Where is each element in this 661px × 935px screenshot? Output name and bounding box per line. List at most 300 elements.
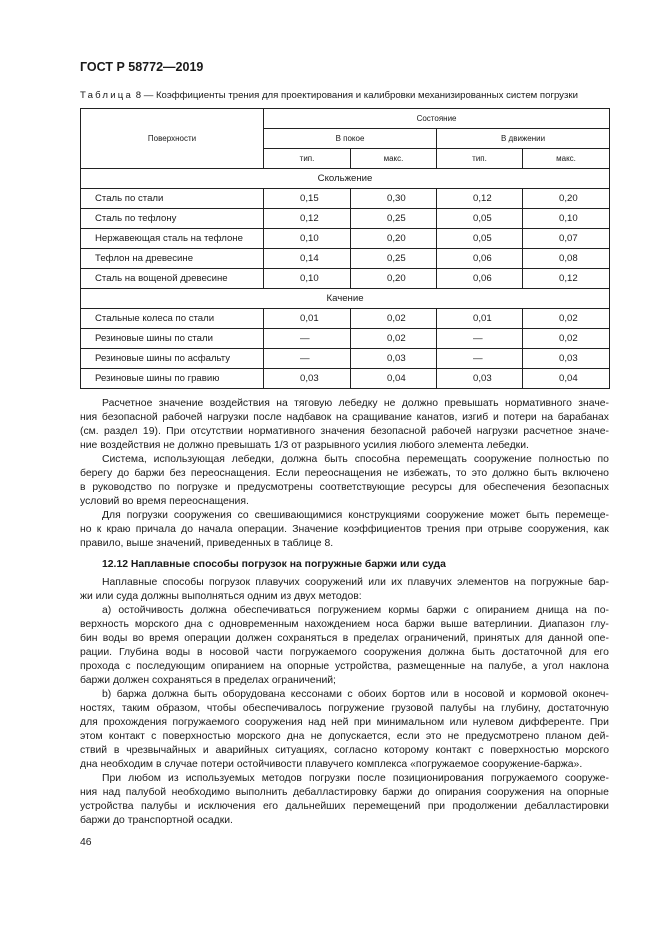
word: значе-: [578, 398, 609, 409]
text-line: [80, 523, 609, 537]
word: лебедки,: [231, 454, 275, 465]
word: дна: [80, 759, 98, 770]
word: воздействия: [100, 440, 161, 451]
word: перемеще-: [555, 510, 609, 521]
word: исключения: [197, 801, 256, 812]
word: сооружений: [304, 577, 363, 588]
word: предусмотрено: [465, 731, 540, 742]
word: то: [456, 468, 467, 479]
word: свешивающимися: [254, 510, 343, 521]
word: правило,: [80, 538, 124, 549]
word: должен: [112, 675, 150, 686]
coefficient-cell: 0,02: [523, 309, 610, 329]
word: значе-: [578, 426, 609, 437]
word: воды: [102, 633, 128, 644]
word: носовой: [464, 689, 505, 700]
word: до: [417, 787, 430, 798]
word: достаточной: [501, 647, 563, 658]
word: кессонами: [290, 689, 342, 700]
word: чтобы: [206, 703, 237, 714]
word: прохождения: [103, 717, 167, 728]
text-line: [80, 702, 609, 716]
word: или: [430, 689, 449, 700]
word: или: [368, 577, 386, 588]
word: не: [386, 468, 399, 479]
word: в: [155, 759, 162, 770]
word: морского: [134, 619, 179, 630]
coefficient-cell: 0,20: [351, 269, 437, 289]
caption-label: Таблица: [80, 90, 134, 101]
text-line: [80, 618, 609, 632]
word: остойчивость: [118, 605, 184, 616]
word: плавучих: [255, 577, 300, 588]
word: обеспечиваться: [233, 605, 311, 616]
word: опорные: [287, 661, 330, 672]
word: планом: [545, 731, 582, 742]
word: баржи: [382, 787, 413, 798]
word: жи: [80, 591, 93, 602]
word: дебалластировку: [292, 787, 377, 798]
word: барабанах: [557, 412, 609, 423]
coefficient-cell: 0,08: [523, 249, 610, 269]
word: баржи: [426, 605, 457, 616]
word: одним: [247, 591, 278, 602]
word: дифференте.: [519, 717, 585, 728]
word: опирания: [435, 787, 482, 798]
word: 8.: [324, 538, 334, 549]
text-line: [80, 425, 609, 439]
word: ней: [331, 717, 349, 728]
coefficient-cell: 0,05: [437, 229, 523, 249]
word: должна: [152, 689, 189, 700]
word: для: [525, 633, 543, 644]
word: быть: [533, 468, 558, 479]
word: ватерлинии.: [473, 619, 533, 630]
word: палубой: [125, 787, 167, 798]
word: в: [215, 675, 221, 686]
surface-name: Резиновые шины по стали: [81, 329, 264, 349]
header-max: макс.: [351, 149, 437, 169]
word: При: [102, 773, 122, 784]
word: сращивание: [352, 412, 412, 423]
word: раздел: [104, 426, 138, 437]
word: изгиб: [462, 412, 489, 423]
word: потери: [503, 412, 537, 423]
word: значений,: [156, 538, 204, 549]
word: превышать: [444, 398, 499, 409]
coefficient-cell: 0,02: [351, 309, 437, 329]
word: при: [427, 801, 446, 812]
word: двух: [294, 591, 316, 602]
word: глу-: [590, 619, 609, 630]
word: должно: [401, 398, 438, 409]
word: ресурсы: [411, 482, 452, 493]
word: не: [310, 731, 323, 742]
word: поверхностью: [490, 745, 559, 756]
word: быть: [324, 454, 348, 465]
coefficient-cell: 0,03: [437, 369, 523, 389]
word: погрузке: [176, 482, 218, 493]
word: из: [168, 773, 179, 784]
word: включено: [562, 468, 609, 479]
word: данной: [548, 633, 583, 644]
word: приведенных: [206, 538, 271, 549]
word: 1/3: [273, 440, 289, 451]
section-title: Скольжение: [81, 169, 610, 189]
section-heading: 12.12 Наплавные способы погрузок на погружные баржи или суда: [102, 559, 446, 570]
coefficient-cell: 0,25: [351, 249, 437, 269]
word: кормы: [388, 605, 420, 616]
word: бар-: [588, 577, 609, 588]
word: комплекса: [356, 759, 408, 770]
word: баржи: [134, 468, 165, 479]
word: должна: [428, 647, 465, 658]
document-header: ГОСТ Р 58772—2019: [80, 60, 204, 74]
coefficient-cell: 0,03: [523, 349, 610, 369]
word: наклона: [569, 661, 609, 672]
word: руководство: [92, 482, 152, 493]
word: или: [449, 717, 468, 728]
word: по: [597, 454, 609, 465]
word: должна: [281, 454, 318, 465]
word: ситуациях,: [275, 745, 328, 756]
word: в: [453, 689, 460, 700]
word: поверхностью: [162, 731, 231, 742]
table-row: [81, 229, 610, 249]
word: безопасных: [552, 482, 609, 493]
text-line: [80, 716, 609, 730]
word: чрезвычайных: [126, 745, 197, 756]
word: ностях,: [80, 703, 116, 714]
table-row: [81, 189, 610, 209]
word: нормативного: [504, 398, 572, 409]
word: не: [447, 731, 460, 742]
text-line: [80, 590, 609, 604]
word: с: [151, 731, 157, 742]
word: с: [463, 605, 469, 616]
word: транспортной: [127, 815, 194, 826]
word: лебедки.: [486, 440, 529, 451]
word: погружением: [317, 605, 382, 616]
word: погружаемого: [289, 647, 357, 658]
word: части: [255, 647, 283, 658]
word: а): [102, 605, 112, 616]
table-row: [81, 369, 610, 389]
word: баржи: [80, 675, 111, 686]
word: «погружаемое: [410, 759, 480, 770]
word: время: [136, 496, 167, 507]
word: безопасной: [101, 412, 158, 423]
word: верхность: [80, 619, 129, 630]
word: согласно: [334, 745, 378, 756]
coefficient-cell: —: [264, 349, 351, 369]
surface-name: Нержавеющая сталь на тефлоне: [81, 229, 264, 249]
word: сооружения: [486, 787, 545, 798]
word: достаточную: [547, 703, 609, 714]
word: переоснащения: [304, 468, 382, 479]
word: избежать,: [403, 468, 451, 479]
word: погрузок: [208, 577, 251, 588]
word: значения: [320, 426, 365, 437]
word: сооружения: [363, 647, 422, 658]
coefficient-cell: —: [264, 329, 351, 349]
word: способы: [162, 577, 204, 588]
table-row: [81, 269, 610, 289]
word: если: [396, 731, 420, 742]
body-text: [80, 397, 609, 828]
word: нагрузки: [476, 426, 519, 437]
word: и: [202, 745, 209, 756]
paragraph: [80, 604, 609, 688]
word: минимальном: [376, 717, 445, 728]
header-state: Состояние: [264, 109, 610, 129]
coefficient-cell: 0,06: [437, 249, 523, 269]
word: превышать: [216, 440, 272, 451]
paragraph: [80, 453, 609, 509]
word: погрузки: [309, 773, 351, 784]
word: быть: [471, 647, 496, 658]
word: обеспечения: [483, 482, 546, 493]
word: переоснащения.: [190, 468, 271, 479]
word: необходимо: [171, 787, 230, 798]
word: должен: [235, 633, 272, 644]
word: ния: [80, 787, 98, 798]
word: трения: [426, 524, 461, 535]
word: использующая: [153, 454, 225, 465]
word: носа: [376, 619, 399, 630]
header-surfaces: Поверхности: [81, 109, 264, 169]
word: дальнейших: [285, 801, 346, 812]
word: после: [253, 412, 282, 423]
section-title: Качение: [81, 289, 610, 309]
word: обеспечивалось: [242, 703, 322, 714]
word: от: [291, 440, 302, 451]
word: при: [465, 524, 483, 535]
word: прохода: [80, 661, 120, 672]
word: соответствующие: [319, 482, 405, 493]
word: сооружение-баржа».: [482, 759, 583, 770]
coefficient-cell: —: [437, 329, 523, 349]
word: на: [269, 661, 282, 672]
word: это: [425, 731, 442, 742]
word: безопасной: [370, 426, 427, 437]
word: погружаемого: [172, 717, 240, 728]
word: до: [112, 815, 125, 826]
word: оборудована: [222, 689, 286, 700]
word: нахождением: [304, 619, 371, 630]
word: а: [531, 661, 538, 672]
word: условий: [80, 496, 120, 507]
caption-text: 8 — Коэффициенты трения для проектирования и калибровки механизированных систем погрузки: [135, 90, 578, 101]
word: начала: [198, 524, 233, 535]
word: на: [549, 787, 562, 798]
word: образом,: [156, 703, 201, 714]
word: его: [593, 647, 609, 658]
coefficient-cell: 0,03: [264, 369, 351, 389]
text-line: [80, 509, 609, 523]
word: но: [80, 524, 92, 535]
header-max: макс.: [523, 149, 610, 169]
text-line: [80, 537, 609, 551]
word: нормативного: [248, 426, 316, 437]
word: принятых: [473, 633, 520, 644]
word: надбавок: [286, 412, 332, 423]
surface-name: Сталь на вощеной древесине: [81, 269, 264, 289]
word: баржи: [404, 619, 435, 630]
word: или: [95, 591, 114, 602]
paragraph: [80, 509, 609, 551]
text-line: [80, 453, 609, 467]
word: это: [471, 468, 488, 479]
word: значение: [158, 398, 204, 409]
word: на: [513, 577, 526, 588]
word: над: [102, 787, 121, 798]
word: днища: [536, 605, 569, 616]
word: операции.: [237, 524, 288, 535]
coefficient-cell: 0,06: [437, 269, 523, 289]
word: должны: [141, 591, 179, 602]
word: с: [125, 661, 131, 672]
word: позиционирования: [392, 773, 484, 784]
word: сооружения: [244, 717, 303, 728]
coefficient-cell: 0,20: [523, 189, 610, 209]
word: морского: [236, 731, 281, 742]
word: выше: [440, 619, 468, 630]
word: b): [102, 689, 112, 700]
word: отсутствии: [190, 426, 243, 437]
word: 19).: [142, 426, 161, 437]
word: рабочей: [431, 426, 472, 437]
word: рабочей: [162, 412, 203, 423]
word: погружаемого: [490, 773, 558, 784]
coefficient-cell: 0,12: [437, 189, 523, 209]
word: на: [575, 605, 587, 616]
word: плавучего: [305, 759, 354, 770]
word: на: [336, 412, 348, 423]
coefficient-cell: 0,01: [264, 309, 351, 329]
word: быть: [525, 510, 550, 521]
word: при: [353, 717, 372, 728]
word: ограничений;: [271, 675, 336, 686]
word: Наплавные: [102, 577, 158, 588]
word: которому: [384, 745, 429, 756]
word: в: [196, 647, 203, 658]
word: с: [208, 619, 214, 630]
word: погружные: [530, 577, 583, 588]
coefficient-cell: 0,10: [523, 209, 610, 229]
table-row: [81, 309, 610, 329]
word: методов: [261, 773, 302, 784]
coefficient-cell: 0,10: [264, 269, 351, 289]
word: переоснащения.: [169, 496, 249, 507]
header-typ: тип.: [437, 149, 523, 169]
word: погружение: [328, 703, 385, 714]
word: сооружения: [173, 510, 232, 521]
word: плавучих: [407, 577, 452, 588]
word: аварийных: [215, 745, 269, 756]
word: устройства,: [335, 661, 392, 672]
text-line: [80, 576, 609, 590]
word: пределах: [353, 633, 400, 644]
word: во: [132, 633, 144, 644]
word: угол: [543, 661, 564, 672]
surface-name: Резиновые шины по гравию: [81, 369, 264, 389]
word: как: [593, 524, 609, 535]
text-line: [80, 397, 609, 411]
word: любом: [128, 773, 161, 784]
word: может: [489, 510, 520, 521]
word: сооруже-: [564, 773, 609, 784]
word: к: [96, 524, 102, 535]
section-header-row: [81, 289, 610, 309]
word: грузовой: [391, 703, 434, 714]
word: сооружение: [473, 454, 532, 465]
word: глубину,: [501, 703, 541, 714]
text-line: [80, 688, 609, 702]
word: дна: [184, 619, 203, 630]
word: отрыве: [487, 524, 523, 535]
text-line: [80, 786, 609, 800]
surface-name: Резиновые шины по асфальту: [81, 349, 264, 369]
word: в: [273, 538, 280, 549]
paragraph: [80, 397, 609, 453]
coefficient-cell: 0,02: [523, 329, 610, 349]
word: палубы: [140, 801, 178, 812]
word: опиранием: [210, 661, 265, 672]
word: в: [80, 482, 86, 493]
text-line: [80, 646, 609, 660]
coefficient-cell: 0,07: [523, 229, 610, 249]
word: перемещать: [406, 454, 467, 465]
word: нулевом: [472, 717, 514, 728]
word: время: [149, 633, 179, 644]
word: ния: [80, 412, 98, 423]
word: Система,: [102, 454, 147, 465]
word: одновременным: [219, 619, 299, 630]
word: воздействия: [209, 398, 270, 409]
word: баржи: [80, 815, 111, 826]
word: элемента: [437, 440, 484, 451]
text-line: [80, 467, 609, 481]
word: погрузки: [126, 510, 168, 521]
surface-name: Сталь по тефлону: [81, 209, 264, 229]
word: и: [492, 412, 499, 423]
word: должно: [492, 468, 529, 479]
word: палубы: [439, 703, 477, 714]
word: предусмотрены: [237, 482, 313, 493]
word: бортов: [391, 689, 426, 700]
word: Значение: [292, 524, 339, 535]
coefficient-cell: 0,04: [351, 369, 437, 389]
word: последующим: [136, 661, 206, 672]
coefficient-cell: 0,10: [264, 229, 351, 249]
word: палубе,: [488, 661, 526, 672]
coefficient-cell: 0,12: [523, 269, 610, 289]
coefficient-cell: 0,03: [351, 349, 437, 369]
word: берегу: [80, 468, 113, 479]
word: опе-: [588, 633, 609, 644]
word: размещенные: [397, 661, 466, 672]
word: случае: [164, 759, 198, 770]
text-line: [80, 632, 609, 646]
word: Глубина: [118, 647, 159, 658]
coefficient-cell: 0,14: [264, 249, 351, 269]
word: продолжении: [452, 801, 518, 812]
word: быть: [193, 689, 218, 700]
word: его: [262, 801, 279, 812]
word: опорные: [566, 787, 609, 798]
text-line: [80, 674, 609, 688]
